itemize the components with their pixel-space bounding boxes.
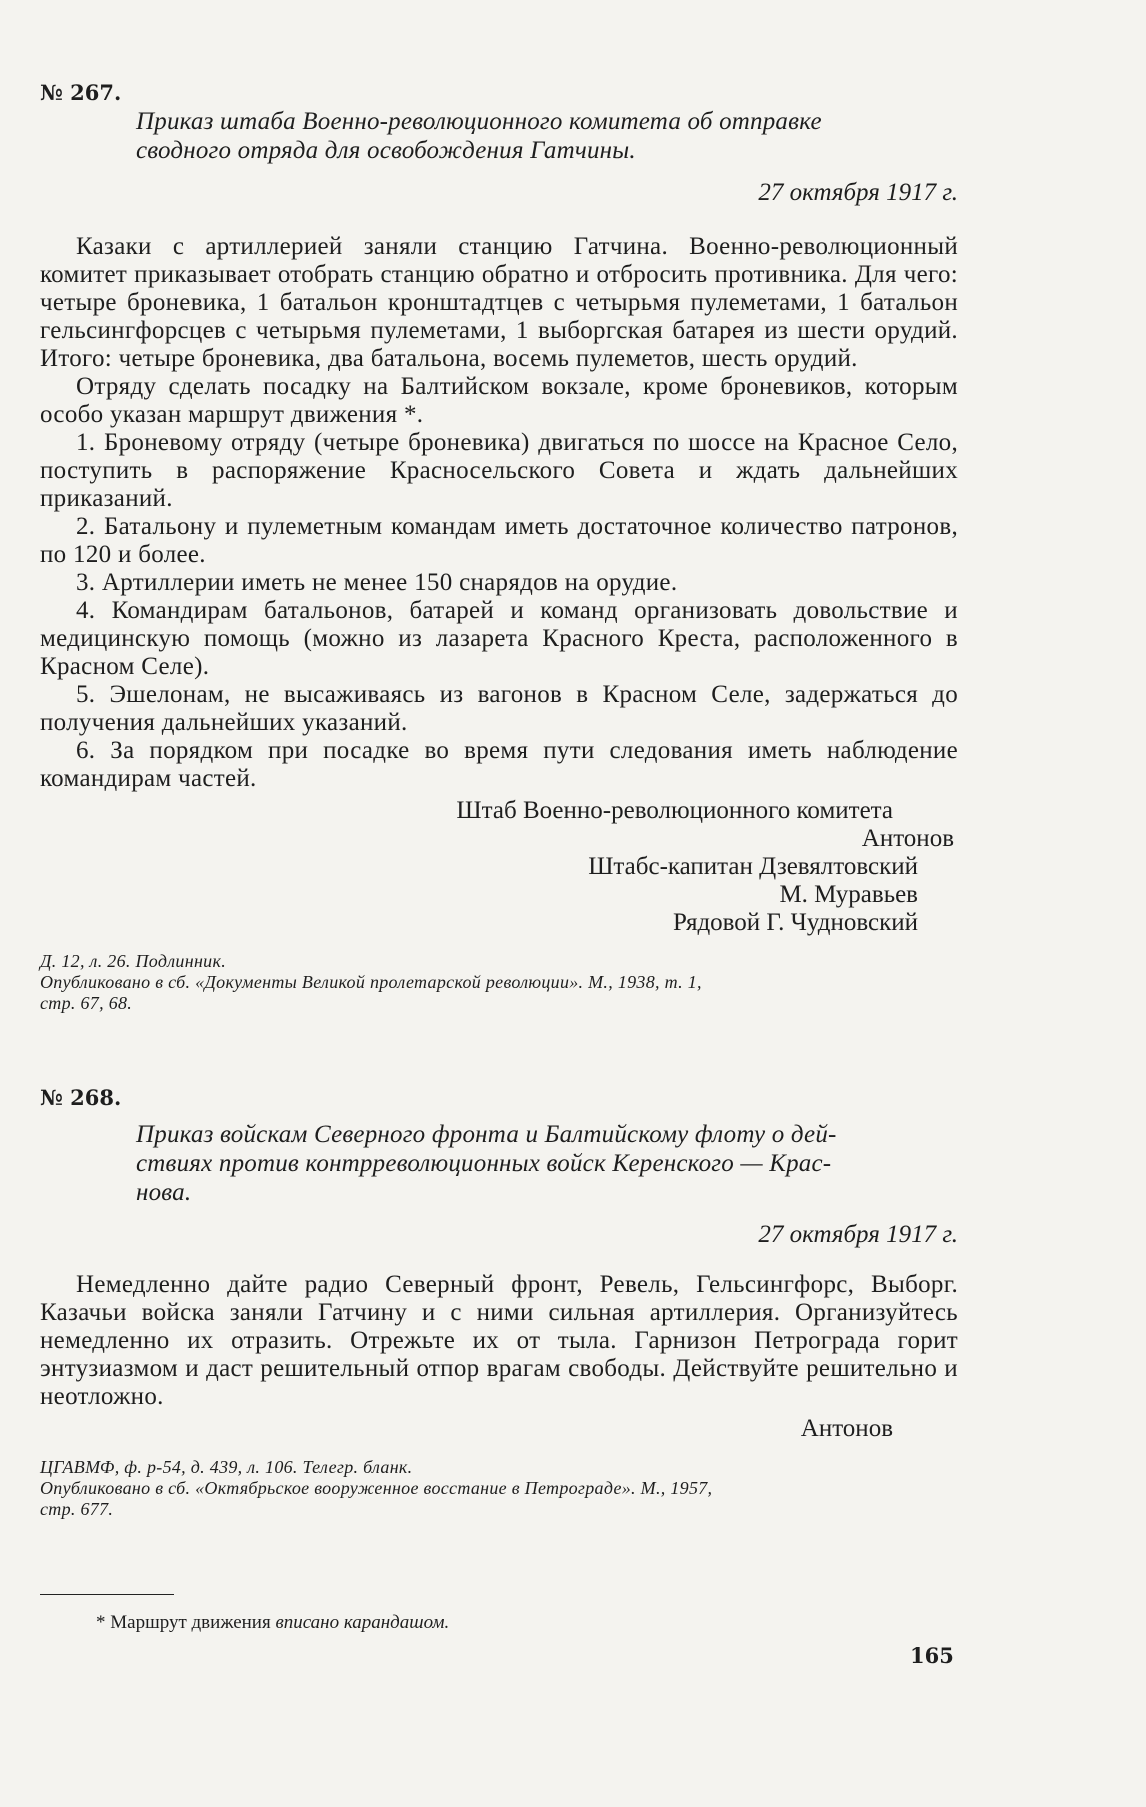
source-line: Д. 12, л. 26. Подлинник. bbox=[40, 951, 226, 971]
document-number: № 268. bbox=[40, 1085, 122, 1110]
footnote-marker: * bbox=[96, 1612, 106, 1633]
footnote-divider bbox=[40, 1594, 174, 1595]
footnote-text-italic: вписано карандашом. bbox=[275, 1612, 450, 1633]
signatory: М. Муравьев bbox=[779, 881, 918, 908]
paragraph: Немедленно дайте радио Северный фронт, Ревель, Гельсингфорс, Выборг. Казачьи войска заняли Гатчину и с ними сильная артиллерия. Организуйтесь немедленно их отразить. Отрежьте их от тыла. Гарнизон Петрограда горит энтузиазмом и даст решительный отпор врагам свободы. Действуйте решительно и неотложно. bbox=[40, 1271, 958, 1410]
document-heading bbox=[136, 1120, 966, 1207]
signatory: Штабс-капитан Дзевялтовский bbox=[588, 853, 918, 880]
source-line: Опубликовано в сб. «Октябрьское вооруженное восстание в Петрограде». М., 1957, bbox=[40, 1478, 713, 1498]
heading-line: Приказ штаба Военно-революционного комитета об отправке bbox=[136, 108, 822, 135]
source-note bbox=[40, 1457, 958, 1520]
source-line: стр. 67, 68. bbox=[40, 993, 133, 1013]
source-note bbox=[40, 951, 958, 1014]
heading-line: ствиях против контрреволюционных войск Керенского — Крас- bbox=[136, 1150, 832, 1177]
signatory: Рядовой Г. Чудновский bbox=[673, 909, 918, 936]
paragraph: 1. Броневому отряду (четыре броневика) двигаться по шоссе на Красное Село, поступить в распоряжение Красносельского Совета и ждать дальнейших приказаний. bbox=[40, 429, 958, 512]
paragraph: Казаки с артиллерией заняли станцию Гатчина. Военно-революционный комитет приказывает отобрать станцию обратно и отбросить противника. Для чего: четыре броневика, 1 батальон кронштадтцев с четырьмя пулеметами, 1 батальон гельсингфорсцев с четырьмя пулеметами, 1 выборгская батарея из шести орудий. Итого: четыре броневика, два батальона, восемь пулеметов, шесть орудий. bbox=[40, 233, 958, 372]
source-line: ЦГАВМФ, ф. р-54, д. 439, л. 106. Телегр. бланк. bbox=[40, 1457, 413, 1477]
page-number: 165 bbox=[910, 1643, 954, 1668]
paragraph: Отряду сделать посадку на Балтийском вокзале, кроме броневиков, которым особо указан маршрут движения *. bbox=[40, 373, 958, 428]
paragraph: 2. Батальону и пулеметным командам иметь достаточное количество патронов, по 120 и более. bbox=[40, 513, 958, 568]
heading-line: сводного отряда для освобождения Гатчины. bbox=[136, 137, 636, 164]
paragraph: 5. Эшелонам, не высаживаясь из вагонов в Красном Селе, задержаться до получения дальнейших указаний. bbox=[40, 681, 958, 736]
document-268 bbox=[40, 1085, 958, 1520]
footnote bbox=[96, 1612, 449, 1634]
heading-line: нова. bbox=[136, 1179, 192, 1206]
document-body bbox=[40, 233, 958, 793]
paragraph: 3. Артиллерии иметь не менее 150 снарядов на орудие. bbox=[76, 569, 678, 596]
document-number: № 267. bbox=[40, 80, 122, 105]
heading-line: Приказ войскам Северного фронта и Балтийскому флоту о дей- bbox=[136, 1121, 837, 1148]
document-body bbox=[40, 1271, 958, 1411]
signature-block bbox=[40, 797, 958, 937]
document-heading bbox=[136, 107, 966, 165]
document-267 bbox=[40, 80, 958, 1014]
source-line: Опубликовано в сб. «Документы Великой пролетарской революции». М., 1938, т. 1, bbox=[40, 972, 702, 992]
document-date: 27 октября 1917 г. bbox=[758, 179, 958, 206]
source-line: стр. 677. bbox=[40, 1499, 114, 1519]
paragraph: 6. За порядком при посадке во время пути следования иметь наблюдение командирам частей. bbox=[40, 737, 958, 792]
signature-title: Штаб Военно-революционного комитета bbox=[456, 797, 893, 824]
signatory: Антонов bbox=[861, 825, 954, 852]
footnote-text: Маршрут движения bbox=[110, 1612, 271, 1633]
document-date: 27 октября 1917 г. bbox=[758, 1221, 958, 1248]
signatory: Антонов bbox=[800, 1415, 893, 1442]
paragraph: 4. Командирам батальонов, батарей и команд организовать довольствие и медицинскую помощь (можно из лазарета Красного Креста, расположенного в Красном Селе). bbox=[40, 597, 958, 680]
